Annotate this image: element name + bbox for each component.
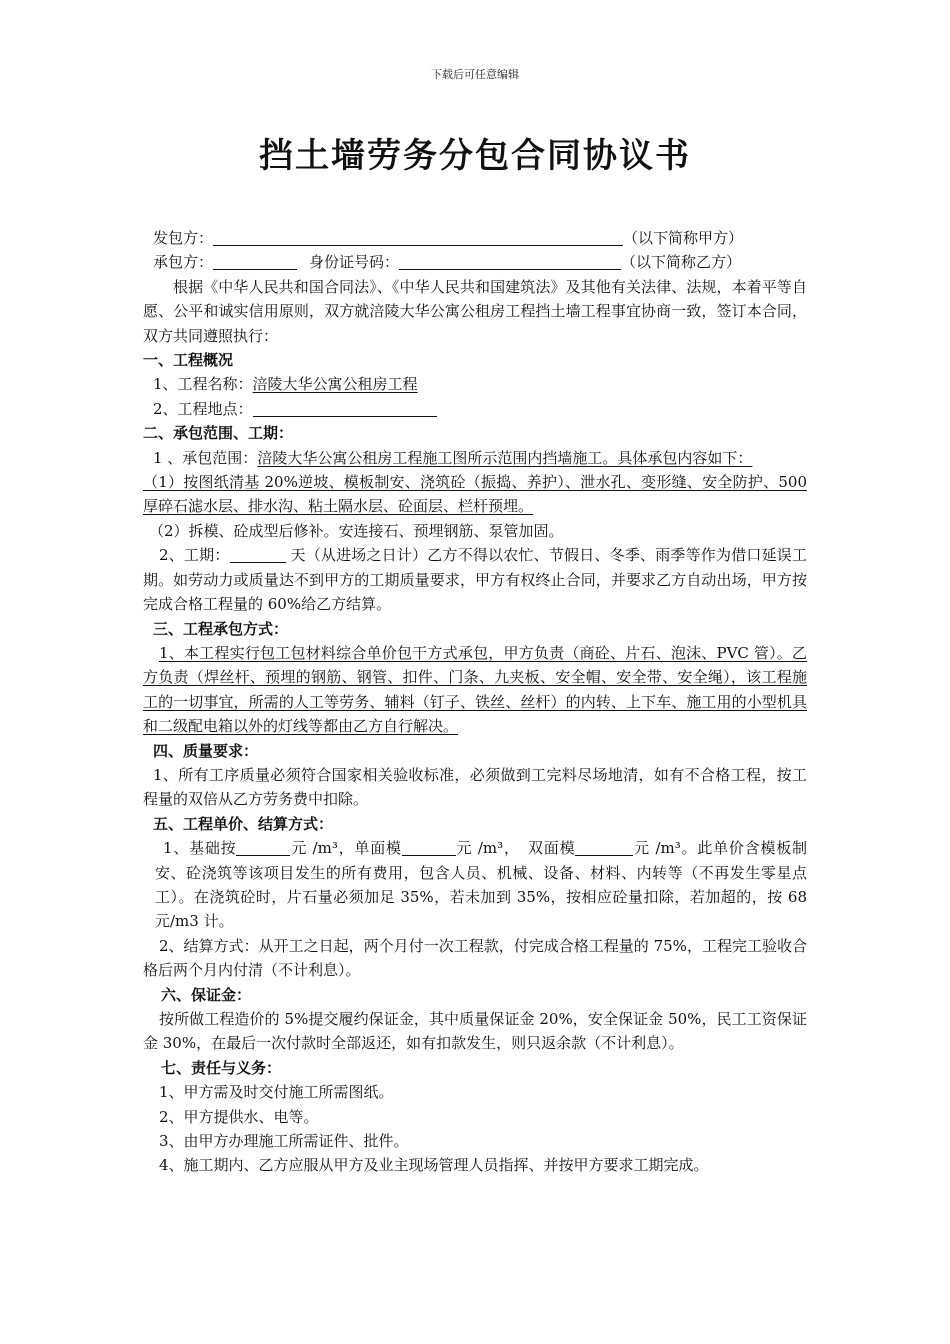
employer-label: 发包方：	[153, 229, 214, 247]
unit-price-paragraph	[143, 836, 807, 934]
scope-paragraph	[143, 446, 807, 470]
section3-text: 1、本工程实行包工包材料综合单价包干方式承包，甲方负责（商砼、片石、泡沫、PVC 管）。乙方负责（焊丝杆、预埋的钢筋、钢管、扣件、门条、九夹板、安全帽、安全带、安全绳），该工程施工的一切事宜，所需的人工等劳务、辅料（钉子、铁丝、丝杆）的内转、上下车、施工用的小型机具和二级配电箱以外的灯线等都由乙方自行解决。	[143, 643, 807, 736]
section2-heading: 二、承包范围、工期：	[143, 424, 294, 443]
id-label: 身份证号码：	[309, 253, 400, 272]
unit-price-rest: 模板制安、砼浇筑等该项目发生的所有费用，包含人员、机械、设备、材料、内转等（不再发生零星点工）。在浇筑砼时，片石量必须加足 35%，若未加到 35%，按相应砼量扣除，若加超的，按 68 元/m3 计。	[155, 839, 808, 931]
contractor-label: 承包方：	[153, 253, 214, 272]
project-name-value: 涪陵大华公寓公租房工程	[252, 375, 418, 394]
contractor-line	[143, 250, 807, 274]
period-paragraph	[143, 543, 807, 616]
period-text: 天（从进场之日计）乙方不得以农忙、节假日、冬季、雨季等作为借口延误工期。如劳动力或质量达不到甲方的工期质量要求，甲方有权终止合同，并要求乙方自动出场，甲方按完成合格工程量的 60%给乙方结算。	[143, 546, 807, 614]
contract-body	[143, 226, 807, 1178]
section5-heading: 五、工程单价、结算方式：	[153, 814, 334, 833]
section6-heading: 六、保证金：	[161, 985, 252, 1004]
duty-item: 1、甲方需及时交付施工所需图纸。	[159, 1083, 394, 1102]
project-name-label: 1、工程名称：	[153, 375, 253, 394]
employer-suffix: （以下简称甲方）	[623, 229, 744, 247]
unit-price-b: 元 /m³，单面模	[290, 839, 402, 858]
contract-title: 挡土墙劳务分包合同协议书	[259, 136, 691, 176]
section1-heading: 一、工程概况	[143, 351, 234, 370]
section4-heading: 四、质量要求：	[153, 741, 259, 760]
double-form-price-blank	[575, 839, 633, 856]
period-label: 2、工期：	[159, 546, 230, 565]
settlement-paragraph: 2、结算方式：从开工之日起，两个月付一次工程款，付完成合格工程量的 75%，工程完工验收合格后两个月内付清（不计利息）。	[143, 936, 807, 980]
single-form-price-blank	[402, 839, 456, 856]
unit-price-a: 1、基础按	[163, 839, 237, 858]
project-location-line	[143, 397, 807, 421]
id-blank	[399, 253, 621, 270]
project-name-line	[143, 372, 807, 396]
employer-blank	[213, 229, 623, 246]
section7-heading: 七、责任与义务：	[161, 1058, 282, 1077]
download-note: 下载后可任意编辑	[431, 68, 519, 81]
contractor-blank	[213, 253, 297, 270]
employer-line	[143, 226, 807, 250]
scope-item-1: （1）按图纸清基 20%逆坡、模板制安、浇筑砼（振捣、养护）、泄水孔、变形缝、安全防护、500 厚碎石滤水层、排水沟、粘土隔水层、砼面层、栏杆预埋。	[143, 473, 807, 516]
duty-item: 2、甲方提供水、电等。	[159, 1107, 319, 1126]
contractor-suffix: （以下简称乙方）	[621, 253, 742, 272]
section3-heading: 三、工程承包方式：	[153, 619, 289, 638]
section6-text: 按所做工程造价的 5%提交履约保证金，其中质量保证金 20%，安全保证金 50%，民工工资保证金 30%，在最后一次付款时全部返还，如有扣款发生，则只返余款（不计利息）。	[143, 1010, 807, 1053]
period-blank	[230, 546, 286, 563]
scope-label: 1 、承包范围：	[153, 448, 258, 467]
section4-text: 1、所有工序质量必须符合国家相关验收标准，必须做到工完料尽场地清，如有不合格工程，按工程量的双倍从乙方劳务费中扣除。	[143, 765, 807, 809]
scope-value: 涪陵大华公寓公租房工程施工图所示范围内挡墙施工。具体承包内容如下：	[257, 448, 753, 467]
location-blank	[253, 400, 437, 417]
duty-item: 3、由甲方办理施工所需证件、批件。	[159, 1132, 409, 1151]
unit-price-d: 元 /m³。此单价含	[633, 839, 761, 858]
scope-item-2: （2）拆模、砼成型后修补。安连接石、预埋钢筋、泵管加固。	[149, 521, 564, 540]
intro-paragraph: 根据《中华人民共和国合同法》、《中华人民共和国建筑法》及其他有关法律、法规，本着平等自愿、公平和诚实信用原则，双方就涪陵大华公寓公租房工程挡土墙工程事宜协商一致，签订本合同，双方共同遵照执行：	[143, 277, 807, 345]
duty-item: 4、施工期内、乙方应服从甲方及业主现场管理人员指挥、并按甲方要求工期完成。	[159, 1156, 709, 1175]
project-location-label: 2、工程地点：	[153, 399, 253, 418]
foundation-price-blank	[236, 839, 290, 856]
unit-price-c: 元 /m³， 双面模	[455, 839, 576, 858]
